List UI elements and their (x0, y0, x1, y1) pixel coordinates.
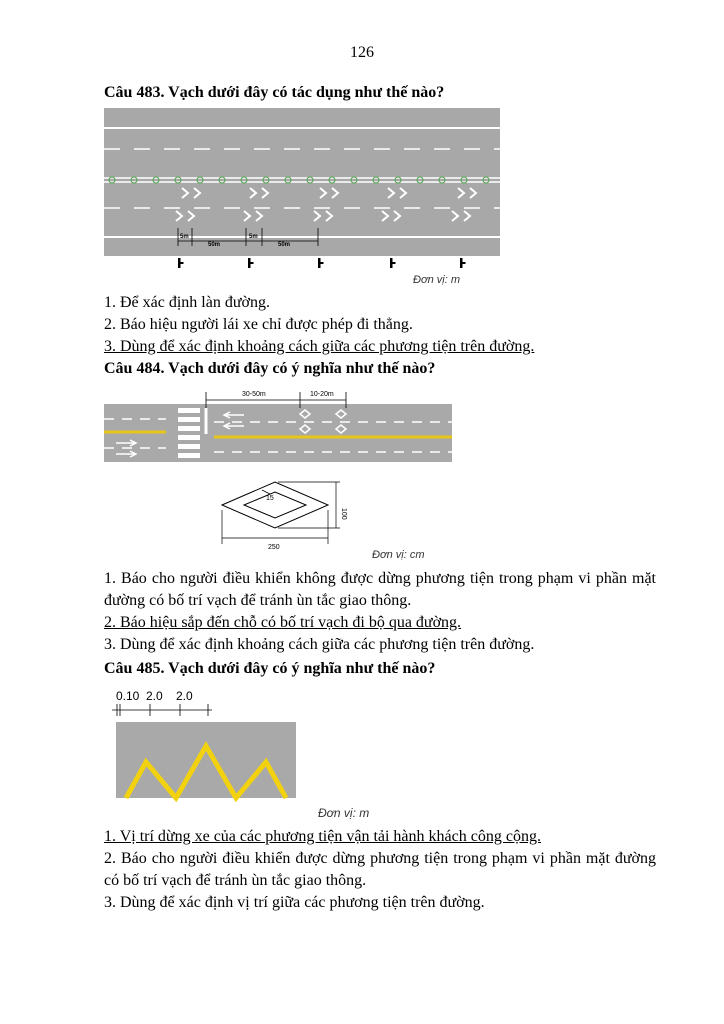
q483-dim-label: 50m (208, 242, 221, 248)
q485-option-2: 2. Báo cho người điều khiển được dừng phương tiện trong phạm vi phần mặt đường có bố trí vạch để tránh ùn tắc giao thông. (104, 850, 656, 889)
q484-option-1: 1. Báo cho người điều khiển không được dừng phương tiện trong phạm vi phần mặt đường có bố trí vạch để tránh ùn tắc giao thông. (104, 570, 656, 609)
question-484-title: Câu 484. Vạch dưới đây có ý nghĩa như thế nào? (104, 360, 436, 377)
q485-dim-label: 2.0 (176, 689, 193, 703)
q485-road-surface (116, 722, 296, 798)
q483-road-diagram (104, 108, 502, 288)
q485-option-1-correct: 1. Vị trí dừng xe của các phương tiện vận tải hành khách công cộng. (104, 828, 541, 845)
page-number: 126 (350, 44, 374, 61)
q484-road-diagram (104, 386, 454, 566)
q483-dim-label: 5m (249, 234, 258, 240)
q484-dim-label: 10-20m (310, 391, 334, 398)
q484-option-2-correct: 2. Báo hiệu sắp đến chỗ có bố trí vạch đi bộ qua đường. (104, 614, 462, 631)
q483-dim-label: 50m (278, 242, 291, 248)
q483-option-1: 1. Để xác định làn đường. (104, 294, 270, 311)
q485-dim-label: 2.0 (146, 689, 163, 703)
q483-option-2: 2. Báo hiệu người lái xe chỉ được phép đi thẳng. (104, 316, 413, 333)
q483-post-markers (178, 258, 466, 268)
question-485-title: Câu 485. Vạch dưới đây có ý nghĩa như thế nào? (104, 660, 436, 677)
q485-option-3: 3. Dùng để xác định vị trí giữa các phương tiện trên đường. (104, 894, 485, 911)
q485-dim-label: 0.10 (116, 689, 140, 703)
q484-detail-dim-label: 100 (340, 508, 347, 520)
q484-dim-label: 30-50m (242, 391, 266, 398)
q485-zigzag-diagram (104, 686, 304, 802)
q485-unit-label: Đơn vị: m (318, 806, 370, 820)
question-483-title: Câu 483. Vạch dưới đây có tác dụng như thế nào? (104, 84, 445, 101)
q484-unit-label: Đơn vị: cm (372, 549, 425, 561)
q483-option-3-correct: 3. Dùng để xác định khoảng cách giữa các phương tiện trên đường. (104, 338, 535, 355)
q484-option-3: 3. Dùng để xác định khoảng cách giữa các phương tiện trên đường. (104, 636, 535, 653)
q484-diamond-detail (222, 482, 328, 528)
q483-unit-label: Đơn vị: m (413, 274, 460, 286)
q484-detail-dim-label: 250 (268, 544, 280, 551)
q484-detail-dim-label: 15 (266, 495, 274, 502)
q483-dim-label: 5m (180, 234, 189, 240)
q485-dimension-lines (112, 704, 212, 716)
